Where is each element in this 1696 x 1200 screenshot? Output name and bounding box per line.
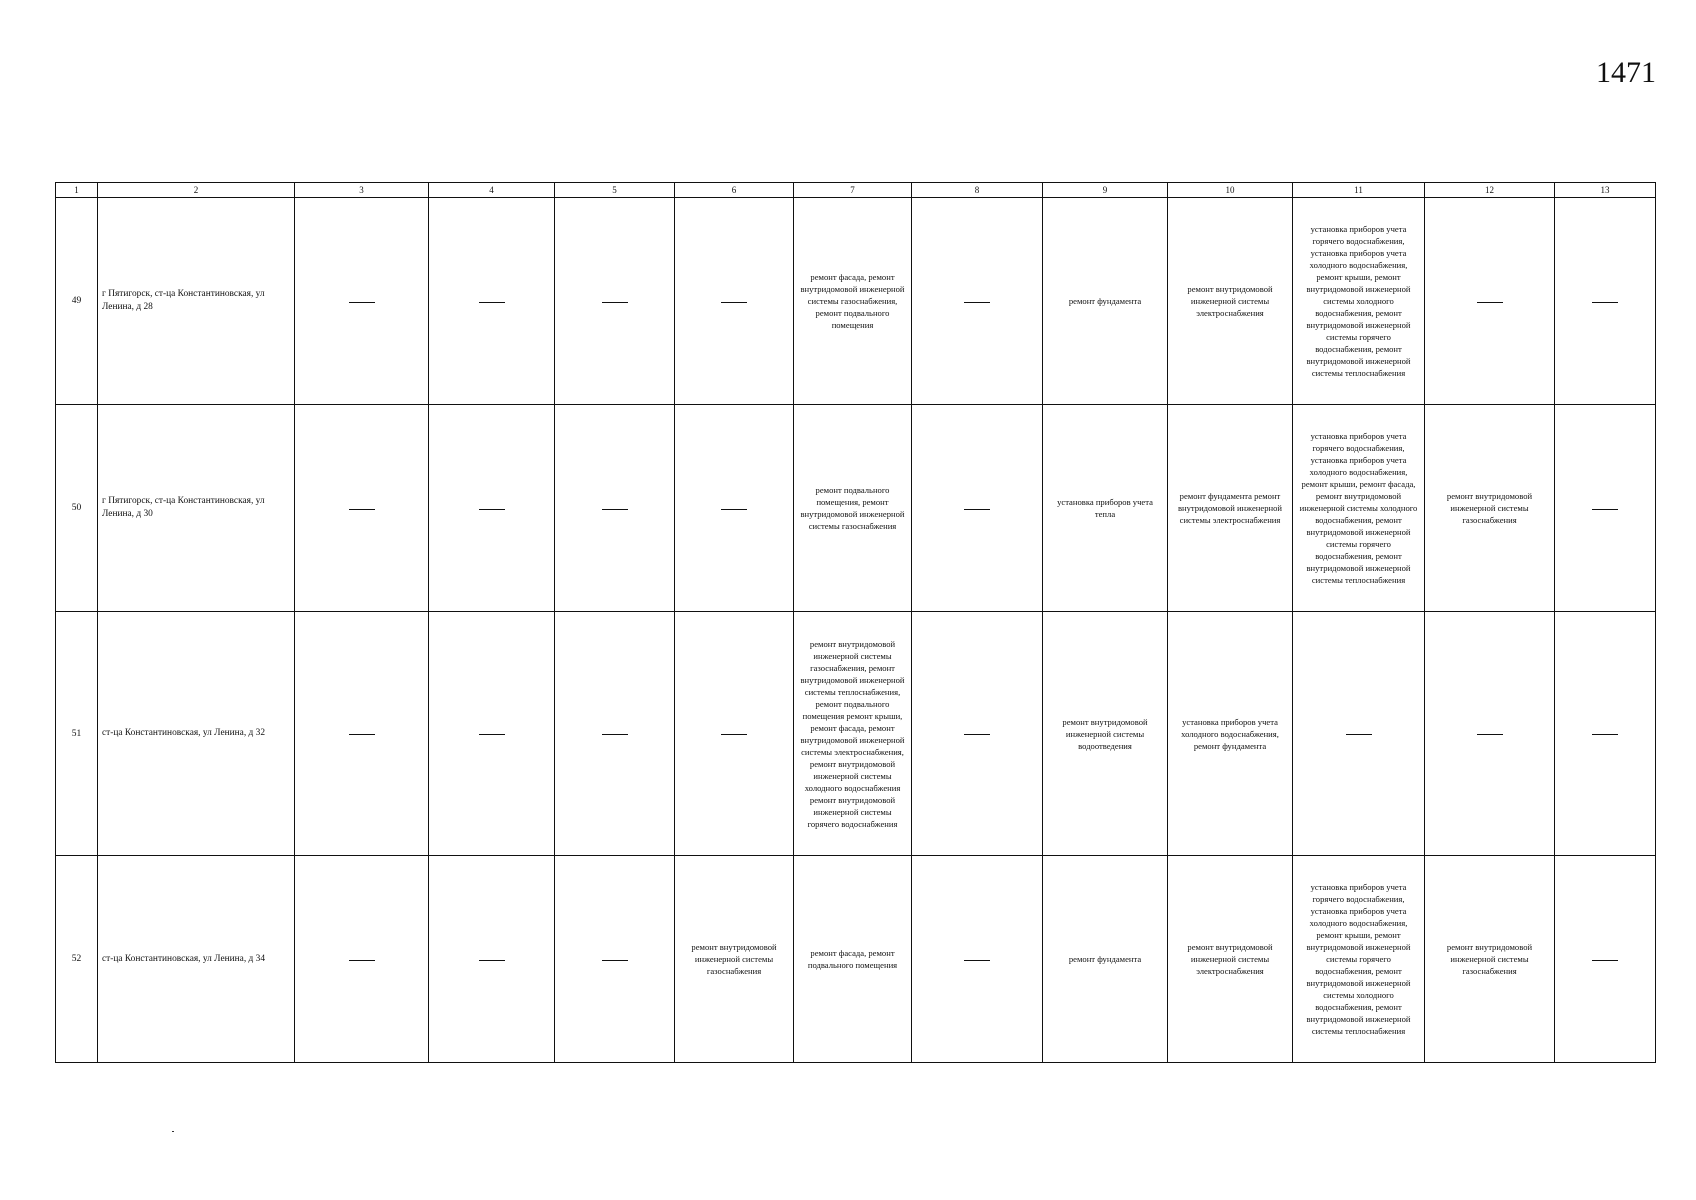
work-cell: ремонт внутридомовой инженерной системы газоснабжения	[675, 856, 794, 1063]
dash-mark	[721, 509, 747, 510]
work-cell: установка приборов учета горячего водоснабжения, установка приборов учета холодного водоснабжения, ремонт крыши, ремонт внутридомовой инженерной системы холодного водоснабжения, ремонт внутридомовой инженерной системы горячего водоснабжения, ремонт внутридомовой инженерной системы теплоснабжения	[1293, 198, 1425, 405]
empty-cell	[1425, 612, 1555, 856]
dash-mark	[1477, 302, 1503, 303]
dash-mark	[349, 509, 375, 510]
work-cell: ремонт фасада, ремонт внутридомовой инженерной системы газоснабжения, ремонт подвального помещения	[794, 198, 912, 405]
empty-cell	[912, 405, 1043, 612]
empty-cell	[912, 856, 1043, 1063]
column-header: 3	[295, 183, 429, 198]
row-number: 49	[56, 198, 98, 405]
dash-mark	[721, 302, 747, 303]
address-cell: ст-ца Константиновская, ул Ленина, д 32	[98, 612, 295, 856]
dash-mark	[721, 734, 747, 735]
empty-cell	[429, 405, 555, 612]
work-cell: ремонт подвального помещения, ремонт внутридомовой инженерной системы газоснабжения	[794, 405, 912, 612]
empty-cell	[555, 405, 675, 612]
empty-cell	[912, 612, 1043, 856]
dash-mark	[602, 509, 628, 510]
row-number: 51	[56, 612, 98, 856]
empty-cell	[912, 198, 1043, 405]
column-header: 4	[429, 183, 555, 198]
table-row	[56, 405, 1656, 612]
empty-cell	[429, 612, 555, 856]
dash-mark	[1477, 734, 1503, 735]
empty-cell	[295, 612, 429, 856]
row-number: 52	[56, 856, 98, 1063]
table-row	[56, 612, 1656, 856]
dash-mark	[349, 302, 375, 303]
dash-mark	[964, 960, 990, 961]
address-cell: г Пятигорск, ст-ца Константиновская, ул Ленина, д 28	[98, 198, 295, 405]
work-cell: установка приборов учета горячего водоснабжения, установка приборов учета холодного водоснабжения, ремонт крыши, ремонт внутридомовой инженерной системы горячего водоснабжения, ремонт внутридомовой инженерной системы холодного водоснабжения, ремонт внутридомовой инженерной системы теплоснабжения	[1293, 856, 1425, 1063]
dash-mark	[479, 960, 505, 961]
work-cell: ремонт фундамента	[1043, 198, 1168, 405]
column-number-row	[56, 183, 1656, 198]
work-cell: ремонт фасада, ремонт подвального помещения	[794, 856, 912, 1063]
work-cell: установка приборов учета тепла	[1043, 405, 1168, 612]
empty-cell	[429, 856, 555, 1063]
empty-cell	[429, 198, 555, 405]
work-cell: ремонт фундамента	[1043, 856, 1168, 1063]
work-cell: ремонт внутридомовой инженерной системы газоснабжения, ремонт внутридомовой инженерной системы теплоснабжения, ремонт подвального помещения ремонт крыши, ремонт фасада, ремонт внутридомовой инженерной системы электроснабжения, ремонт внутридомовой инженерной системы холодного водоснабжения ремонт внутридомовой инженерной системы горячего водоснабжения	[794, 612, 912, 856]
column-header: 2	[98, 183, 295, 198]
column-header: 8	[912, 183, 1043, 198]
dash-mark	[602, 302, 628, 303]
address-cell: г Пятигорск, ст-ца Константиновская, ул Ленина, д 30	[98, 405, 295, 612]
dash-mark	[964, 302, 990, 303]
dash-mark	[964, 734, 990, 735]
dash-mark	[349, 734, 375, 735]
dash-mark	[602, 960, 628, 961]
column-header: 11	[1293, 183, 1425, 198]
dash-mark	[1346, 734, 1372, 735]
empty-cell	[1555, 856, 1656, 1063]
column-header: 10	[1168, 183, 1293, 198]
empty-cell	[675, 612, 794, 856]
dash-mark	[1592, 734, 1618, 735]
dash-mark	[479, 734, 505, 735]
empty-cell	[675, 198, 794, 405]
column-header: 9	[1043, 183, 1168, 198]
row-number: 50	[56, 405, 98, 612]
work-cell: ремонт фундамента ремонт внутридомовой инженерной системы электроснабжения	[1168, 405, 1293, 612]
dash-mark	[964, 509, 990, 510]
dash-mark	[479, 302, 505, 303]
empty-cell	[1555, 612, 1656, 856]
page-number: 1471	[1596, 56, 1656, 89]
work-cell: ремонт внутридомовой инженерной системы газоснабжения	[1425, 405, 1555, 612]
column-header: 6	[675, 183, 794, 198]
scan-speck	[172, 1131, 174, 1132]
work-cell: ремонт внутридомовой инженерной системы электроснабжения	[1168, 856, 1293, 1063]
table-row	[56, 856, 1656, 1063]
empty-cell	[295, 405, 429, 612]
empty-cell	[555, 856, 675, 1063]
empty-cell	[295, 198, 429, 405]
empty-cell	[675, 405, 794, 612]
dash-mark	[602, 734, 628, 735]
work-cell: установка приборов учета горячего водоснабжения, установка приборов учета холодного водоснабжения, ремонт крыши, ремонт фасада, ремонт внутридомовой инженерной системы холодного водоснабжения, ремонт внутридомовой инженерной системы горячего водоснабжения, ремонт внутридомовой инженерной системы теплоснабжения	[1293, 405, 1425, 612]
empty-cell	[1293, 612, 1425, 856]
empty-cell	[295, 856, 429, 1063]
empty-cell	[555, 612, 675, 856]
dash-mark	[349, 960, 375, 961]
address-cell: ст-ца Константиновская, ул Ленина, д 34	[98, 856, 295, 1063]
empty-cell	[1555, 198, 1656, 405]
column-header: 7	[794, 183, 912, 198]
dash-mark	[1592, 302, 1618, 303]
table-row	[56, 198, 1656, 405]
column-header: 5	[555, 183, 675, 198]
dash-mark	[1592, 960, 1618, 961]
repair-schedule-table	[55, 182, 1656, 1063]
empty-cell	[1555, 405, 1656, 612]
work-cell: установка приборов учета холодного водоснабжения, ремонт фундамента	[1168, 612, 1293, 856]
empty-cell	[1425, 198, 1555, 405]
work-cell: ремонт внутридомовой инженерной системы водоотведения	[1043, 612, 1168, 856]
dash-mark	[1592, 509, 1618, 510]
dash-mark	[479, 509, 505, 510]
column-header: 1	[56, 183, 98, 198]
column-header: 13	[1555, 183, 1656, 198]
work-cell: ремонт внутридомовой инженерной системы электроснабжения	[1168, 198, 1293, 405]
column-header: 12	[1425, 183, 1555, 198]
empty-cell	[555, 198, 675, 405]
work-cell: ремонт внутридомовой инженерной системы газоснабжения	[1425, 856, 1555, 1063]
